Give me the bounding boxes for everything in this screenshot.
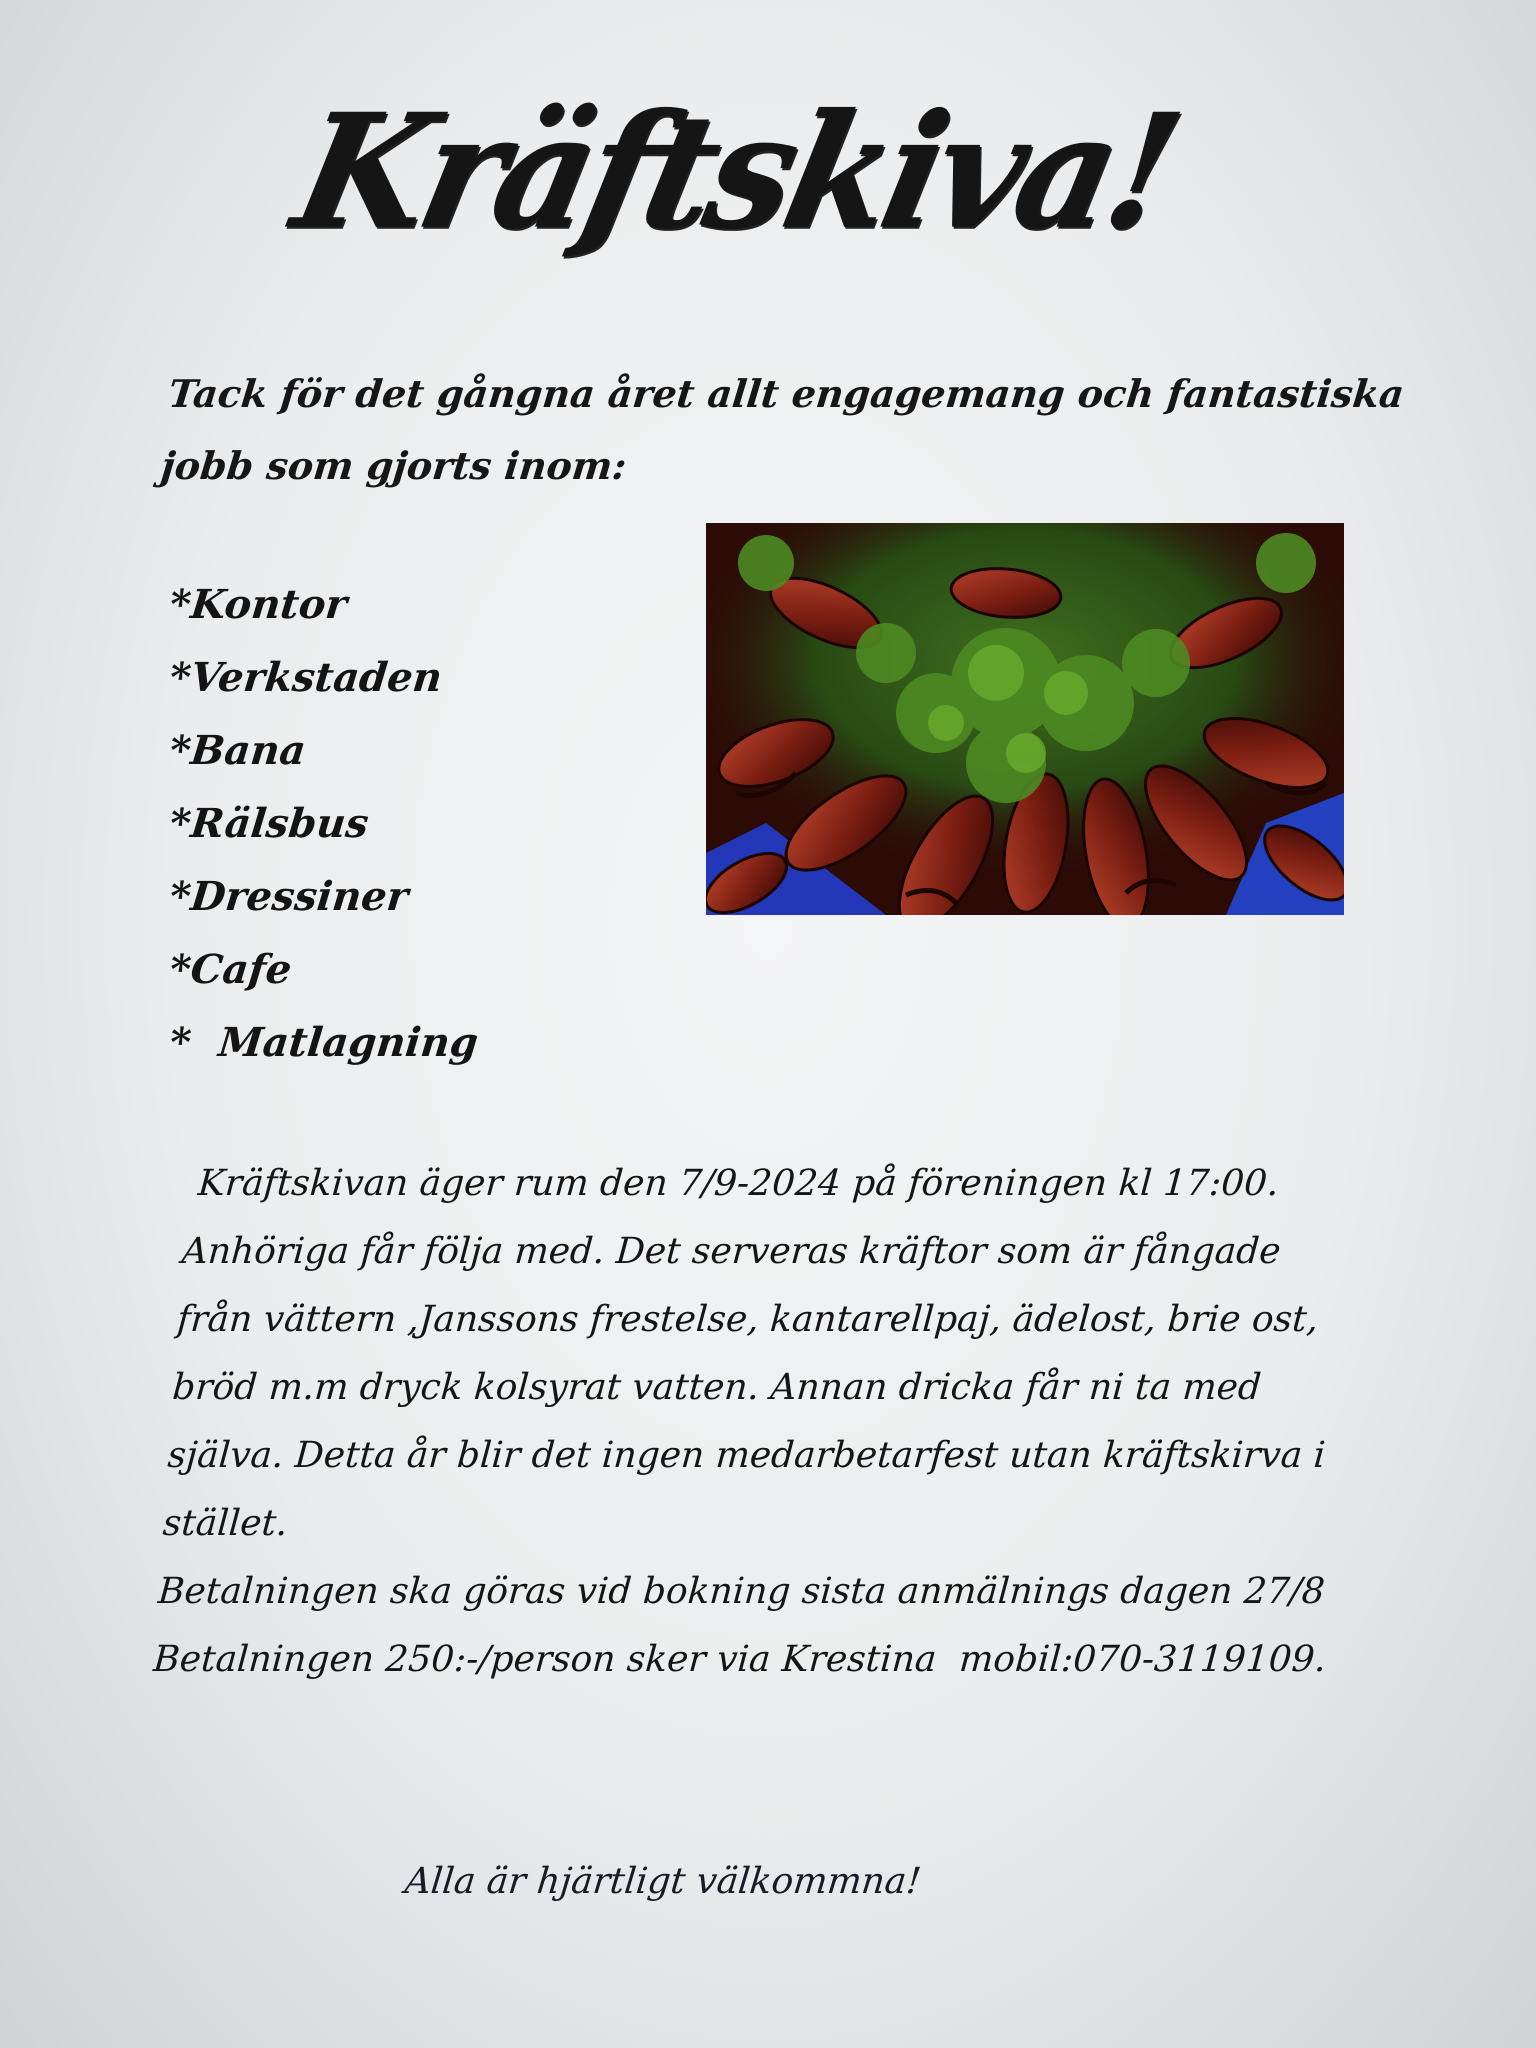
department-item: *Dressiner — [167, 873, 411, 920]
details-line: stället. — [161, 1503, 289, 1544]
details-line: bröd m.m dryck kolsyrat vatten. Annan dricka får ni ta med — [170, 1367, 1263, 1408]
details-line: Betalningen ska göras vid bokning sista anmälnings dagen 27/8 — [156, 1571, 1327, 1612]
details-line: från vättern ,Janssons frestelse, kantarellpaj, ädelost, brie ost, — [175, 1299, 1320, 1340]
event-details — [151, 1150, 1419, 1694]
department-item: *Cafe — [167, 946, 294, 993]
details-line: Anhöriga får följa med. Det serveras kräftor som är fångade — [180, 1231, 1283, 1272]
department-item: * Matlagning — [167, 1019, 481, 1066]
details-line: själva. Detta år blir det ingen medarbetarfest utan kräftskirva i — [166, 1435, 1327, 1476]
department-item: *Verkstaden — [167, 654, 445, 701]
closing-greeting: Alla är hjärtligt välkommna! — [402, 1861, 923, 1902]
intro-line: jobb som gjorts inom: — [158, 443, 629, 488]
details-line: Kräftskivan äger rum den 7/9-2024 på föreningen kl 17:00. — [185, 1163, 1281, 1204]
department-list — [167, 568, 481, 1079]
details-line: Betalningen 250:-/person sker via Krestina mobil:070-3119109. — [151, 1639, 1328, 1680]
crayfish-platter-photo — [706, 523, 1344, 915]
department-item: *Kontor — [167, 581, 350, 628]
department-item: *Bana — [167, 727, 309, 774]
intro-text — [157, 358, 1407, 502]
intro-line: Tack för det gångna året allt engagemang och fantastiska — [166, 371, 1407, 416]
department-item: *Rälsbus — [167, 800, 371, 847]
flyer-title: Kräftskiva! — [280, 79, 1190, 265]
crayfish-image — [706, 523, 1344, 915]
